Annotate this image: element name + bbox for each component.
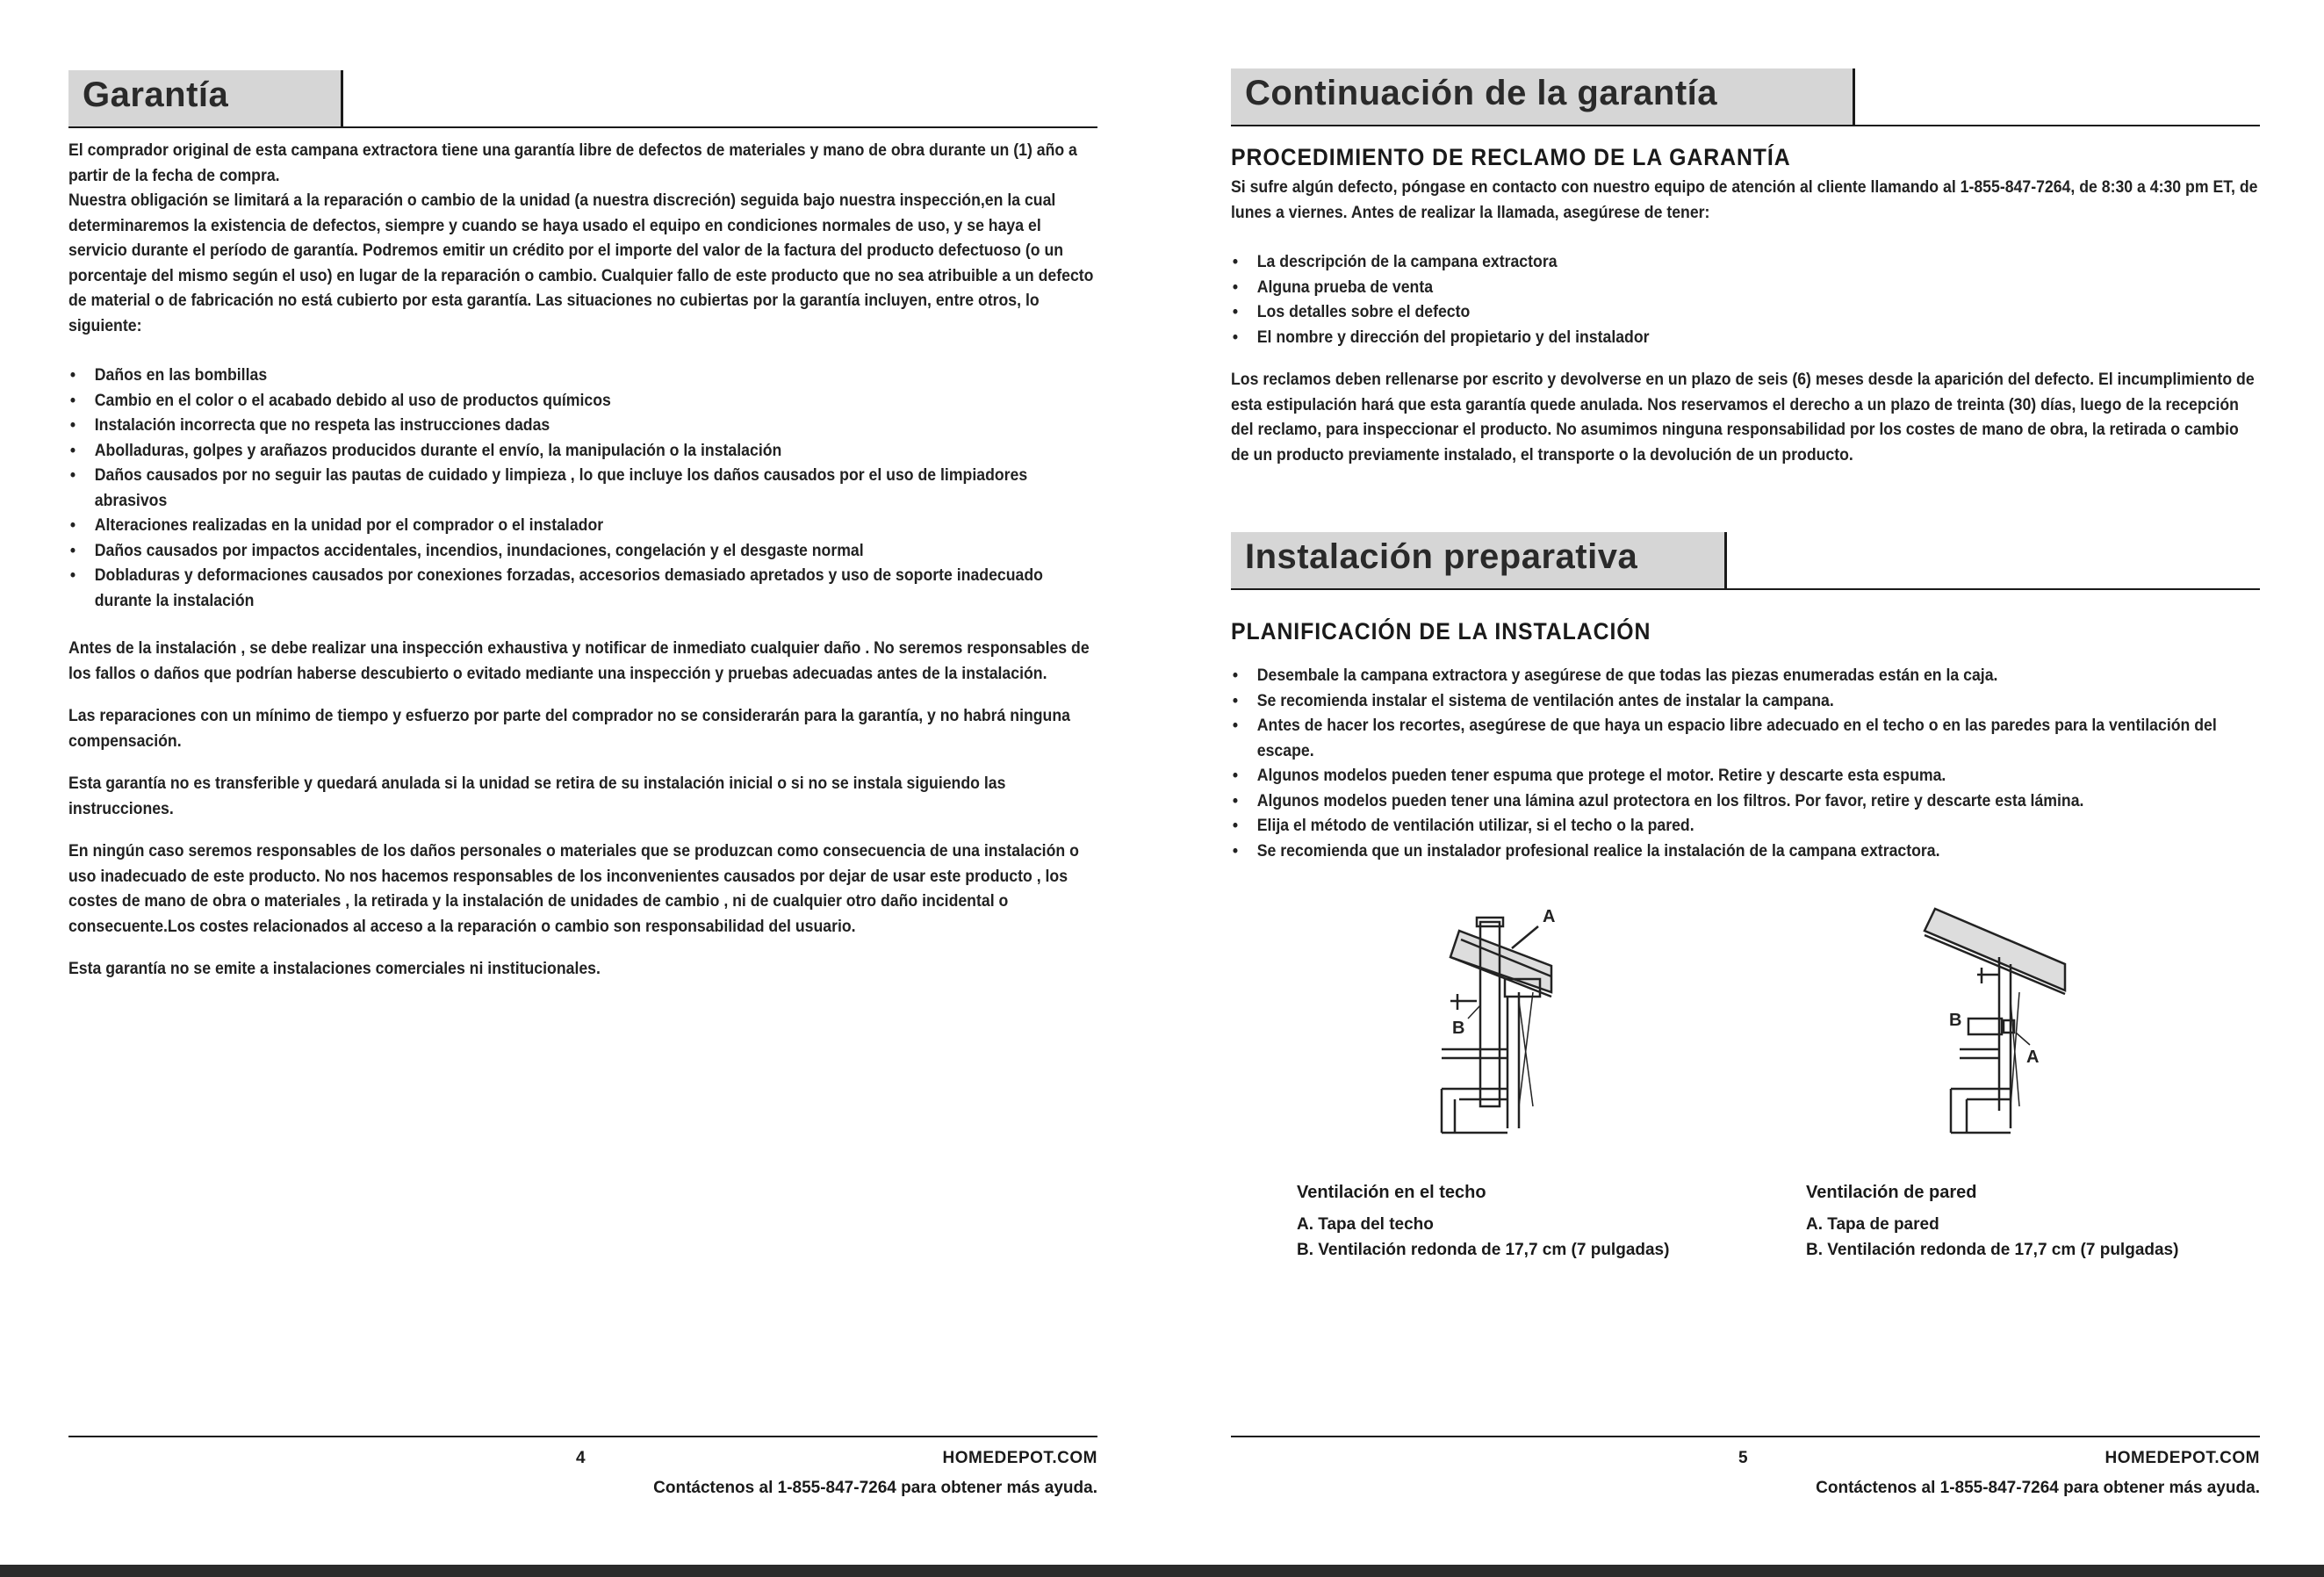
- claim-checklist: [1231, 250, 2258, 350]
- list-item: • Daños causados por no seguir las pautas de cuidado y limpieza , lo que incluye los daños causados por el uso de limpiadores abrasivos: [68, 464, 1096, 514]
- wall-vent-caption-a: A. Tapa de pared: [1806, 1215, 1939, 1234]
- list-item: • Instalación incorrecta que no respeta las instrucciones dadas: [68, 414, 1096, 439]
- list-item: • Alguna prueba de venta: [1231, 276, 2258, 301]
- list-item: • Antes de hacer los recortes, asegúrese de que haya un espacio libre adecuado en el techo o en las paredes para la ventilación del escape.: [1231, 714, 2258, 764]
- paragraph: Los reclamos deben rellenarse por escrito y devolverse en un plazo de seis (6) meses desde la aparición del defecto. El incumplimiento de esta estipulación hará que esta garantía quede anulada. Nos reservamos el derecho a un plazo de treinta (30) días, luego de la recepción del reclamo, para inspeccionar el producto. No asumimos ninguna responsabilidad por los costes de mano de obra, la retirada o cambio de un producto previamente instalado, el transporte o la devolución de un producto.: [1231, 371, 2255, 464]
- section-title: Instalación preparativa: [1245, 537, 1638, 576]
- wall-vent-caption-b: B. Ventilación redonda de 17,7 cm (7 pulgadas): [1806, 1241, 2179, 1259]
- label-a: A: [1543, 907, 1556, 926]
- paragraph: Las reparaciones con un mínimo de tiempo y esfuerzo por parte del comprador no se considerarán para la garantía, y no habrá ninguna compensación.: [68, 707, 1070, 751]
- section-header-instalacion: [1231, 532, 2260, 590]
- list-item: • Desembale la campana extractora y asegúrese de que todas las piezas enumeradas están en la caja.: [1231, 664, 2258, 689]
- paragraph: Esta garantía no es transferible y quedará anulada si la unidad se retira de su instalación inicial o si no se instala siguiendo las instrucciones.: [68, 774, 1006, 818]
- warranty-body: [68, 139, 1094, 1000]
- exclusions-list: [68, 364, 1096, 614]
- subheading-reclamo: PROCEDIMIENTO DE RECLAMO DE LA GARANTÍA: [1231, 144, 1791, 170]
- list-item: • Daños en las bombillas: [68, 364, 1096, 389]
- ceiling-vent-caption-b: B. Ventilación redonda de 17,7 cm (7 pulgadas): [1297, 1241, 1670, 1259]
- contact-line: Contáctenos al 1-855-847-7264 para obtener más ayuda.: [1816, 1479, 2260, 1497]
- list-item: • Dobladuras y deformaciones causados por conexiones forzadas, accesorios demasiado apretados y uso de soporte inadecuado durante la instalación: [68, 564, 1096, 614]
- section-header-continuacion: [1231, 68, 2260, 126]
- list-item: • El nombre y dirección del propietario y del instalador: [1231, 326, 2258, 351]
- list-item: • Se recomienda instalar el sistema de ventilación antes de instalar la campana.: [1231, 689, 2258, 715]
- list-item: • Daños causados por impactos accidentales, incendios, inundaciones, congelación y el desgaste normal: [68, 539, 1096, 565]
- paragraph: Antes de la instalación , se debe realizar una inspección exhaustiva y notificar de inmediato cualquier daño . No seremos responsables de los fallos o daños que podrían haberse descubierto o evitado mediante una inspección y pruebas adecuadas antes de la instalación.: [68, 639, 1090, 683]
- section-title: Continuación de la garantía: [1245, 74, 1718, 112]
- ceiling-vent-diagram: [1407, 896, 1635, 1150]
- paragraph: En ningún caso seremos responsables de los daños personales o materiales que se produzcan como consecuencia de una instalación o uso inadecuado de este producto. No nos hacemos responsables de los inconvenientes causados por dejar de usar este producto , los costes de mano de obra o materiales , la retirada y la instalación de unidades de cambio , ni de cualquier otro daño incidental o consecuente.Los costes relacionados al acceso a la reparación o cambio son responsabilidad del usuario.: [68, 842, 1079, 936]
- site-link[interactable]: HOMEDEPOT.COM: [2105, 1449, 2260, 1467]
- page-number: 4: [576, 1449, 586, 1467]
- label-b: B: [1949, 1011, 1962, 1030]
- site-link[interactable]: HOMEDEPOT.COM: [942, 1449, 1097, 1467]
- paragraph: El comprador original de esta campana extractora tiene una garantía libre de defectos de materiales y mano de obra durante un (1) año a partir de la fecha de compra.: [68, 141, 1077, 185]
- section-title: Garantía: [83, 76, 229, 114]
- wall-vent-caption-title: Ventilación de pared: [1806, 1183, 1977, 1202]
- list-item: • La descripción de la campana extractora: [1231, 250, 2258, 276]
- list-item: • Alteraciones realizadas en la unidad por el comprador o el instalador: [68, 514, 1096, 539]
- list-item: • Se recomienda que un instalador profesional realice la instalación de la campana extractora.: [1231, 839, 2258, 865]
- label-b: B: [1452, 1019, 1465, 1038]
- planning-list: [1231, 664, 2258, 864]
- planning-body: [1231, 664, 2217, 882]
- list-item: • Algunos modelos pueden tener una lámina azul protectora en los filtros. Por favor, retire y descarte esta lámina.: [1231, 789, 2258, 815]
- claim-body: [1231, 176, 2258, 486]
- list-item: • Elija el método de ventilación utilizar, si el techo o la pared.: [1231, 814, 2258, 839]
- page-number: 5: [1738, 1449, 1748, 1467]
- left-page: [68, 0, 1097, 1577]
- paragraph: Nuestra obligación se limitará a la reparación o cambio de la unidad (a nuestra discreción) seguida bajo nuestra inspección,en la cual determinaremos la existencia de defectos, siempre y cuando se haya usado el equipo en condiciones normales de uso, y se haya el servicio durante el período de garantía. Podremos emitir un crédito por el importe del valor de la factura del producto defectuoso (o un porcentaje del mismo según el uso) en lugar de la reparación o cambio. Cualquier fallo de este producto que no sea atribuible a un defecto de material o de fabricación no está cubierto por esta garantía. Las situaciones no cubiertas por la garantía incluyen, entre otros, lo siguiente:: [68, 191, 1094, 335]
- paragraph: Esta garantía no se emite a instalaciones comerciales ni institucionales.: [68, 960, 601, 978]
- right-page: [1231, 0, 2260, 1577]
- paragraph: Si sufre algún defecto, póngase en contacto con nuestro equipo de atención al cliente llamando al 1-855-847-7264, de 8:30 a 4:30 pm ET, de lunes a viernes. Antes de realizar la llamada, asegúrese de tener:: [1231, 178, 2258, 222]
- footer-rule: [1231, 1436, 2260, 1437]
- list-item: • Algunos modelos pueden tener espuma que protege el motor. Retire y descarte esta espuma.: [1231, 764, 2258, 789]
- list-item: • Los detalles sobre el defecto: [1231, 300, 2258, 326]
- bottom-edge-bar: [0, 1565, 2324, 1577]
- footer-rule: [68, 1436, 1097, 1437]
- list-item: • Abolladuras, golpes y arañazos producidos durante el envío, la manipulación o la instalación: [68, 439, 1096, 464]
- section-header-garantia: [68, 70, 1097, 128]
- wall-vent-diagram: [1916, 896, 2144, 1150]
- subheading-planificacion: PLANIFICACIÓN DE LA INSTALACIÓN: [1231, 618, 1651, 644]
- label-a: A: [2026, 1048, 2040, 1067]
- contact-line: Contáctenos al 1-855-847-7264 para obtener más ayuda.: [653, 1479, 1097, 1497]
- ceiling-vent-caption-a: A. Tapa del techo: [1297, 1215, 1434, 1234]
- ceiling-vent-caption-title: Ventilación en el techo: [1297, 1183, 1486, 1202]
- list-item: • Cambio en el color o el acabado debido al uso de productos químicos: [68, 389, 1096, 414]
